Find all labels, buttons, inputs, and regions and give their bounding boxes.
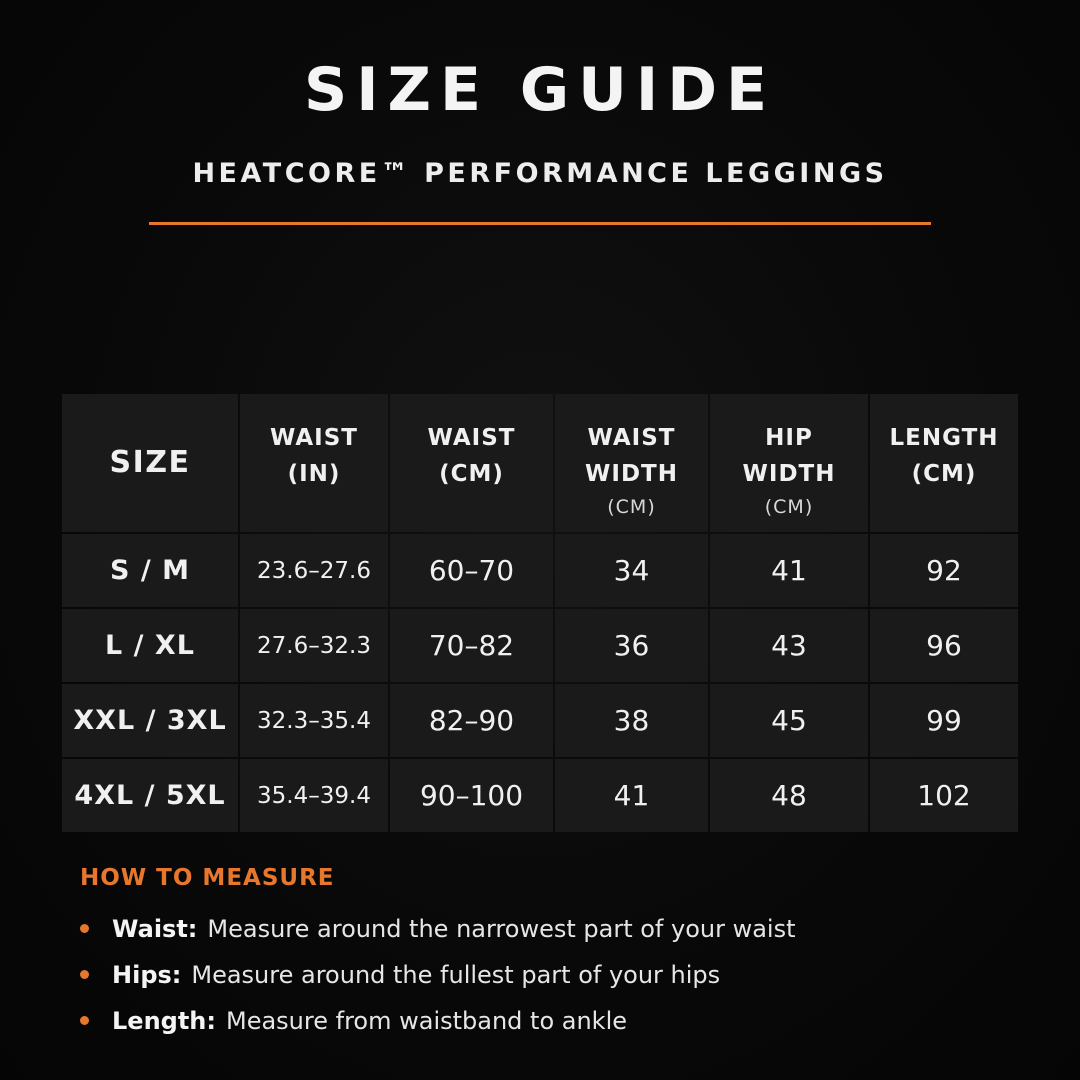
- table-row: [62, 534, 1018, 607]
- waist-in-cell: 27.6–32.3: [240, 609, 388, 682]
- page-title: SIZE GUIDE: [303, 55, 776, 125]
- waist-in-cell: 32.3–35.4: [240, 684, 388, 757]
- column-header-size: [62, 394, 238, 532]
- column-header-hip-width: [710, 394, 868, 532]
- column-header-line: SIZE: [109, 445, 191, 480]
- measure-term: Hips:: [112, 961, 182, 989]
- hip-width-cell: 48: [710, 759, 868, 832]
- column-header-unit: (CM): [764, 496, 814, 518]
- hip-width-cell: 43: [710, 609, 868, 682]
- size-cell: S / M: [62, 534, 238, 607]
- waist-width-cell: 38: [555, 684, 708, 757]
- column-header-waist-in: [240, 394, 388, 532]
- how-to-measure-heading: HOW TO MEASURE: [80, 865, 335, 891]
- column-header-line: (CM): [911, 461, 977, 487]
- table-header-row: [62, 394, 1018, 532]
- column-header-waist-cm: [390, 394, 553, 532]
- list-item: [80, 952, 796, 998]
- column-header-length: [870, 394, 1018, 532]
- column-header-unit: (CM): [607, 496, 656, 518]
- column-header-line: WIDTH: [742, 461, 836, 487]
- list-item: [80, 906, 796, 952]
- column-header-line: LENGTH: [889, 425, 999, 451]
- list-item: [80, 998, 796, 1044]
- waist-in-cell: 35.4–39.4: [240, 759, 388, 832]
- measure-term: Waist:: [112, 915, 198, 943]
- waist-cm-cell: 60–70: [390, 534, 553, 607]
- bullet-dot-icon: [80, 924, 89, 933]
- length-cell: 102: [870, 759, 1018, 832]
- length-cell: 92: [870, 534, 1018, 607]
- size-cell: L / XL: [62, 609, 238, 682]
- accent-divider: [149, 222, 931, 225]
- measure-instructions-list: [80, 906, 796, 1044]
- measure-term: Length:: [112, 1007, 216, 1035]
- table-row: [62, 684, 1018, 757]
- measure-description: Measure around the fullest part of your hips: [191, 961, 721, 989]
- column-header-line: WAIST: [270, 425, 358, 451]
- measure-description: Measure from waistband to ankle: [226, 1007, 628, 1035]
- hip-width-cell: 45: [710, 684, 868, 757]
- column-header-line: WAIST: [427, 425, 516, 451]
- waist-cm-cell: 70–82: [390, 609, 553, 682]
- waist-cm-cell: 90–100: [390, 759, 553, 832]
- table-row: [62, 609, 1018, 682]
- waist-width-cell: 36: [555, 609, 708, 682]
- waist-width-cell: 34: [555, 534, 708, 607]
- bullet-dot-icon: [80, 970, 89, 979]
- length-cell: 96: [870, 609, 1018, 682]
- table-row: [62, 759, 1018, 832]
- column-header-waist-width: [555, 394, 708, 532]
- size-table: [60, 392, 1020, 834]
- product-subtitle: HEATCORE™ PERFORMANCE LEGGINGS: [192, 158, 888, 189]
- column-header-line: (CM): [439, 461, 504, 487]
- size-cell: 4XL / 5XL: [62, 759, 238, 832]
- column-header-line: WAIST: [587, 425, 676, 451]
- measure-description: Measure around the narrowest part of your waist: [207, 915, 796, 943]
- column-header-line: (IN): [287, 461, 341, 487]
- column-header-line: HIP: [765, 425, 813, 451]
- length-cell: 99: [870, 684, 1018, 757]
- waist-in-cell: 23.6–27.6: [240, 534, 388, 607]
- bullet-dot-icon: [80, 1016, 89, 1025]
- waist-width-cell: 41: [555, 759, 708, 832]
- size-cell: XXL / 3XL: [62, 684, 238, 757]
- waist-cm-cell: 82–90: [390, 684, 553, 757]
- hip-width-cell: 41: [710, 534, 868, 607]
- column-header-line: WIDTH: [585, 461, 678, 487]
